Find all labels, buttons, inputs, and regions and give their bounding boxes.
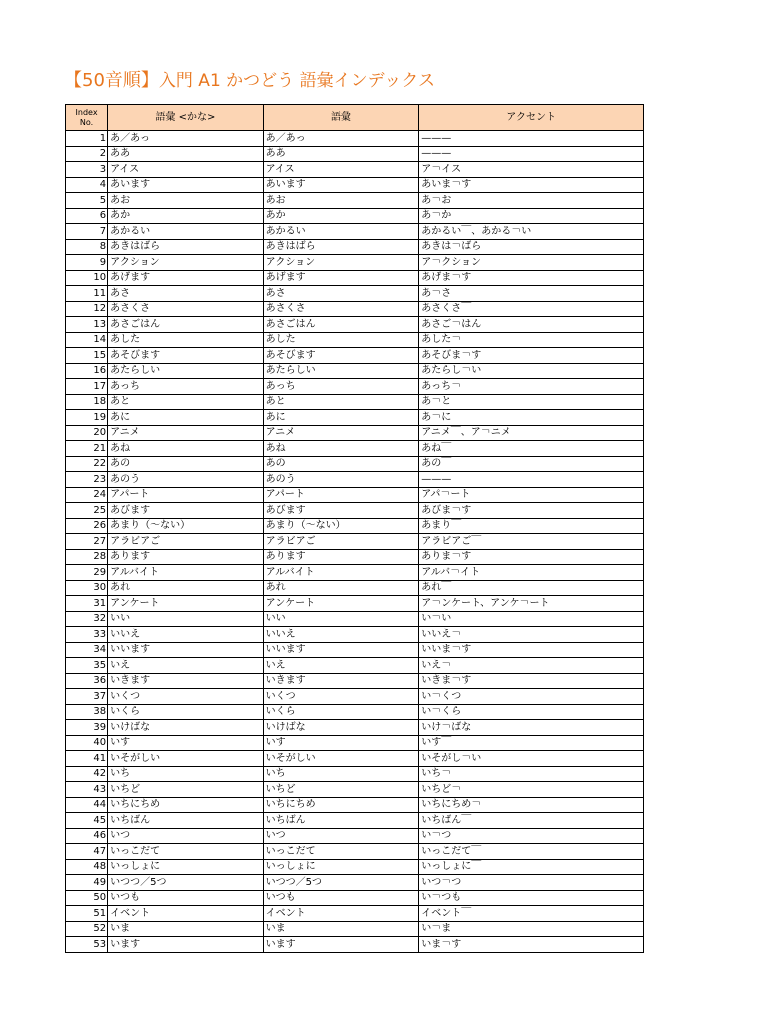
table-row bbox=[66, 518, 644, 534]
cell-index: 52 bbox=[66, 921, 108, 937]
table-row bbox=[66, 348, 644, 364]
cell-index: 1 bbox=[66, 131, 108, 147]
cell-index: 34 bbox=[66, 642, 108, 658]
cell-word: いくら bbox=[263, 704, 419, 720]
cell-accent: いきま￢す bbox=[419, 673, 644, 689]
column-header-word: 語彙 bbox=[263, 105, 419, 131]
cell-accent: いちにちめ￢ bbox=[419, 797, 644, 813]
cell-kana: あれ bbox=[108, 580, 264, 596]
cell-accent: アルバ￢イト bbox=[419, 565, 644, 581]
cell-word: いつつ／5つ bbox=[263, 875, 419, 891]
cell-word: あいます bbox=[263, 177, 419, 193]
cell-index: 22 bbox=[66, 456, 108, 472]
cell-kana: あお bbox=[108, 193, 264, 209]
table-row bbox=[66, 394, 644, 410]
cell-accent: い￢くつ bbox=[419, 689, 644, 705]
cell-word: アニメ bbox=[263, 425, 419, 441]
cell-kana: いっこだて bbox=[108, 844, 264, 860]
column-header-index bbox=[66, 105, 108, 131]
cell-kana: あした bbox=[108, 332, 264, 348]
cell-word: いちど bbox=[263, 782, 419, 798]
page-title bbox=[64, 66, 435, 92]
cell-kana: アイス bbox=[108, 162, 264, 178]
cell-accent: いえ￢ bbox=[419, 658, 644, 674]
cell-word: いつ bbox=[263, 828, 419, 844]
cell-kana: あそびます bbox=[108, 348, 264, 364]
cell-word: あさくさ bbox=[263, 301, 419, 317]
cell-word: いくつ bbox=[263, 689, 419, 705]
table-row bbox=[66, 549, 644, 565]
cell-accent: いちど￢ bbox=[419, 782, 644, 798]
cell-index: 23 bbox=[66, 472, 108, 488]
cell-word: あります bbox=[263, 549, 419, 565]
cell-word: アンケート bbox=[263, 596, 419, 612]
cell-index: 51 bbox=[66, 906, 108, 922]
cell-accent: あびま￢す bbox=[419, 503, 644, 519]
cell-accent: あきは￢ばら bbox=[419, 239, 644, 255]
cell-index: 32 bbox=[66, 611, 108, 627]
cell-kana: いいます bbox=[108, 642, 264, 658]
cell-accent: イベント￣ bbox=[419, 906, 644, 922]
cell-word: いす bbox=[263, 735, 419, 751]
cell-index: 18 bbox=[66, 394, 108, 410]
cell-index: 7 bbox=[66, 224, 108, 240]
cell-index: 19 bbox=[66, 410, 108, 426]
cell-word: アパート bbox=[263, 487, 419, 503]
table-row bbox=[66, 596, 644, 612]
cell-kana: いいえ bbox=[108, 627, 264, 643]
cell-word: いけばな bbox=[263, 720, 419, 736]
cell-accent: あ￢お bbox=[419, 193, 644, 209]
cell-word: いきます bbox=[263, 673, 419, 689]
cell-index: 44 bbox=[66, 797, 108, 813]
cell-word: あね bbox=[263, 441, 419, 457]
cell-kana: あね bbox=[108, 441, 264, 457]
cell-kana: います bbox=[108, 937, 264, 953]
cell-kana: あと bbox=[108, 394, 264, 410]
cell-word: あか bbox=[263, 208, 419, 224]
cell-kana: あの bbox=[108, 456, 264, 472]
cell-word: イベント bbox=[263, 906, 419, 922]
cell-index: 3 bbox=[66, 162, 108, 178]
cell-kana: いちばん bbox=[108, 813, 264, 829]
cell-kana: いちにちめ bbox=[108, 797, 264, 813]
cell-index: 39 bbox=[66, 720, 108, 736]
table-row bbox=[66, 177, 644, 193]
cell-kana: あかるい bbox=[108, 224, 264, 240]
table-row bbox=[66, 239, 644, 255]
table-row bbox=[66, 673, 644, 689]
cell-kana: いえ bbox=[108, 658, 264, 674]
cell-accent: あげま￢す bbox=[419, 270, 644, 286]
table-row bbox=[66, 224, 644, 240]
cell-word: あのう bbox=[263, 472, 419, 488]
cell-index: 21 bbox=[66, 441, 108, 457]
cell-kana: あさごはん bbox=[108, 317, 264, 333]
cell-accent: いいえ￢ bbox=[419, 627, 644, 643]
table-row bbox=[66, 642, 644, 658]
cell-accent: あね￣ bbox=[419, 441, 644, 457]
cell-kana: あります bbox=[108, 549, 264, 565]
table-row bbox=[66, 286, 644, 302]
table-row bbox=[66, 937, 644, 953]
cell-word: いま bbox=[263, 921, 419, 937]
cell-accent: い￢い bbox=[419, 611, 644, 627]
cell-word: アルバイト bbox=[263, 565, 419, 581]
cell-index: 5 bbox=[66, 193, 108, 209]
cell-kana: あたらしい bbox=[108, 363, 264, 379]
cell-word: あさ bbox=[263, 286, 419, 302]
cell-accent: あたらし￢い bbox=[419, 363, 644, 379]
cell-accent: あかるい￣、あかる￢い bbox=[419, 224, 644, 240]
cell-word: います bbox=[263, 937, 419, 953]
cell-kana: あいます bbox=[108, 177, 264, 193]
cell-kana: あっち bbox=[108, 379, 264, 395]
cell-index: 13 bbox=[66, 317, 108, 333]
cell-index: 4 bbox=[66, 177, 108, 193]
table-row bbox=[66, 472, 644, 488]
table-row bbox=[66, 146, 644, 162]
cell-accent: あ￢か bbox=[419, 208, 644, 224]
cell-accent: あいま￢す bbox=[419, 177, 644, 193]
cell-word: あれ bbox=[263, 580, 419, 596]
table-row bbox=[66, 766, 644, 782]
cell-kana: いそがしい bbox=[108, 751, 264, 767]
cell-accent: あっち￢ bbox=[419, 379, 644, 395]
cell-word: あげます bbox=[263, 270, 419, 286]
cell-word: あお bbox=[263, 193, 419, 209]
table-row bbox=[66, 301, 644, 317]
cell-kana: あきはばら bbox=[108, 239, 264, 255]
cell-accent: いそがし￢い bbox=[419, 751, 644, 767]
cell-kana: あに bbox=[108, 410, 264, 426]
table-row bbox=[66, 704, 644, 720]
cell-accent: ありま￢す bbox=[419, 549, 644, 565]
table-row bbox=[66, 751, 644, 767]
table-row bbox=[66, 208, 644, 224]
cell-index: 50 bbox=[66, 890, 108, 906]
cell-kana: いつも bbox=[108, 890, 264, 906]
cell-word: いいえ bbox=[263, 627, 419, 643]
cell-kana: いくつ bbox=[108, 689, 264, 705]
table-row bbox=[66, 534, 644, 550]
cell-word: いえ bbox=[263, 658, 419, 674]
cell-accent: あした￢ bbox=[419, 332, 644, 348]
cell-index: 42 bbox=[66, 766, 108, 782]
cell-kana: いち bbox=[108, 766, 264, 782]
table-body bbox=[66, 131, 644, 953]
cell-word: いいます bbox=[263, 642, 419, 658]
cell-accent: いけ￢ばな bbox=[419, 720, 644, 736]
cell-accent: あ￢さ bbox=[419, 286, 644, 302]
table-row bbox=[66, 921, 644, 937]
vocabulary-table bbox=[65, 104, 644, 953]
table-row bbox=[66, 658, 644, 674]
cell-accent: あさご￢はん bbox=[419, 317, 644, 333]
cell-index: 47 bbox=[66, 844, 108, 860]
cell-accent: いす￣ bbox=[419, 735, 644, 751]
table-row bbox=[66, 441, 644, 457]
cell-accent: あ￢に bbox=[419, 410, 644, 426]
cell-word: あたらしい bbox=[263, 363, 419, 379]
cell-index: 37 bbox=[66, 689, 108, 705]
cell-index: 6 bbox=[66, 208, 108, 224]
cell-word: あまり（～ない） bbox=[263, 518, 419, 534]
cell-accent: アパ￢ート bbox=[419, 487, 644, 503]
cell-index: 12 bbox=[66, 301, 108, 317]
cell-index: 8 bbox=[66, 239, 108, 255]
cell-kana: いっしょに bbox=[108, 859, 264, 875]
cell-kana: いけばな bbox=[108, 720, 264, 736]
cell-kana: あか bbox=[108, 208, 264, 224]
table-row bbox=[66, 859, 644, 875]
cell-word: ああ bbox=[263, 146, 419, 162]
table-row bbox=[66, 332, 644, 348]
cell-accent: ——— bbox=[419, 472, 644, 488]
cell-accent: アラビアご￣ bbox=[419, 534, 644, 550]
cell-accent: あそびま￢す bbox=[419, 348, 644, 364]
cell-index: 24 bbox=[66, 487, 108, 503]
cell-word: いっこだて bbox=[263, 844, 419, 860]
cell-word: あさごはん bbox=[263, 317, 419, 333]
cell-index: 27 bbox=[66, 534, 108, 550]
cell-index: 15 bbox=[66, 348, 108, 364]
cell-word: あかるい bbox=[263, 224, 419, 240]
cell-index: 53 bbox=[66, 937, 108, 953]
cell-kana: いす bbox=[108, 735, 264, 751]
cell-word: あびます bbox=[263, 503, 419, 519]
cell-kana: アルバイト bbox=[108, 565, 264, 581]
title-sort-label: 【50音順】 bbox=[64, 70, 159, 91]
cell-accent: あまり￣ bbox=[419, 518, 644, 534]
cell-index: 45 bbox=[66, 813, 108, 829]
cell-index: 38 bbox=[66, 704, 108, 720]
cell-word: いい bbox=[263, 611, 419, 627]
cell-word: アクション bbox=[263, 255, 419, 271]
cell-kana: アニメ bbox=[108, 425, 264, 441]
cell-word: あした bbox=[263, 332, 419, 348]
cell-kana: あさ bbox=[108, 286, 264, 302]
cell-index: 9 bbox=[66, 255, 108, 271]
cell-accent: ——— bbox=[419, 146, 644, 162]
title-text: 入門 A1 かつどう 語彙インデックス bbox=[158, 71, 436, 91]
cell-index: 26 bbox=[66, 518, 108, 534]
cell-accent: ア￢クション bbox=[419, 255, 644, 271]
table-row bbox=[66, 906, 644, 922]
cell-kana: あびます bbox=[108, 503, 264, 519]
index-header-line1: Index bbox=[75, 107, 98, 117]
table-row bbox=[66, 270, 644, 286]
cell-index: 48 bbox=[66, 859, 108, 875]
table-row bbox=[66, 735, 644, 751]
table-row bbox=[66, 363, 644, 379]
cell-accent: いいま￢す bbox=[419, 642, 644, 658]
cell-kana: いつ bbox=[108, 828, 264, 844]
cell-index: 49 bbox=[66, 875, 108, 891]
cell-index: 20 bbox=[66, 425, 108, 441]
cell-index: 16 bbox=[66, 363, 108, 379]
table-row bbox=[66, 720, 644, 736]
cell-kana: あまり（～ない） bbox=[108, 518, 264, 534]
cell-accent: い￢つも bbox=[419, 890, 644, 906]
cell-accent: い￢ま bbox=[419, 921, 644, 937]
cell-index: 28 bbox=[66, 549, 108, 565]
cell-kana: アラビアご bbox=[108, 534, 264, 550]
cell-index: 2 bbox=[66, 146, 108, 162]
table-row bbox=[66, 627, 644, 643]
cell-accent: あれ￣ bbox=[419, 580, 644, 596]
table-row bbox=[66, 425, 644, 441]
table-row bbox=[66, 890, 644, 906]
cell-accent: い￢くら bbox=[419, 704, 644, 720]
table-row bbox=[66, 813, 644, 829]
cell-word: あ／あっ bbox=[263, 131, 419, 147]
cell-kana: いちど bbox=[108, 782, 264, 798]
table-row bbox=[66, 782, 644, 798]
cell-index: 10 bbox=[66, 270, 108, 286]
cell-index: 41 bbox=[66, 751, 108, 767]
cell-index: 31 bbox=[66, 596, 108, 612]
table-row bbox=[66, 828, 644, 844]
cell-accent: あ￢と bbox=[419, 394, 644, 410]
cell-word: あきはばら bbox=[263, 239, 419, 255]
cell-index: 33 bbox=[66, 627, 108, 643]
cell-index: 35 bbox=[66, 658, 108, 674]
cell-accent: いつ￢つ bbox=[419, 875, 644, 891]
table-row bbox=[66, 797, 644, 813]
cell-word: いつも bbox=[263, 890, 419, 906]
cell-word: いそがしい bbox=[263, 751, 419, 767]
cell-kana: いま bbox=[108, 921, 264, 937]
cell-index: 40 bbox=[66, 735, 108, 751]
cell-kana: あげます bbox=[108, 270, 264, 286]
cell-accent: ——— bbox=[419, 131, 644, 147]
table-row bbox=[66, 875, 644, 891]
table-row bbox=[66, 255, 644, 271]
table-row bbox=[66, 193, 644, 209]
cell-kana: アンケート bbox=[108, 596, 264, 612]
cell-kana: アパート bbox=[108, 487, 264, 503]
table-row bbox=[66, 503, 644, 519]
cell-index: 29 bbox=[66, 565, 108, 581]
cell-accent: いっこだて￣ bbox=[419, 844, 644, 860]
cell-kana: いきます bbox=[108, 673, 264, 689]
cell-word: いちにちめ bbox=[263, 797, 419, 813]
cell-accent: ア￢ンケート、アンケ￢ート bbox=[419, 596, 644, 612]
table-header-row bbox=[66, 105, 644, 131]
cell-kana: あのう bbox=[108, 472, 264, 488]
cell-kana: あさくさ bbox=[108, 301, 264, 317]
table-row bbox=[66, 487, 644, 503]
cell-accent: いちばん￣ bbox=[419, 813, 644, 829]
cell-word: あっち bbox=[263, 379, 419, 395]
cell-word: いっしょに bbox=[263, 859, 419, 875]
cell-accent: いま￢す bbox=[419, 937, 644, 953]
cell-index: 11 bbox=[66, 286, 108, 302]
cell-accent: あの￣ bbox=[419, 456, 644, 472]
table-row bbox=[66, 410, 644, 426]
cell-accent: い￢つ bbox=[419, 828, 644, 844]
cell-index: 30 bbox=[66, 580, 108, 596]
cell-accent: ア￢イス bbox=[419, 162, 644, 178]
cell-kana: いくら bbox=[108, 704, 264, 720]
cell-word: アイス bbox=[263, 162, 419, 178]
cell-kana: あ／あっ bbox=[108, 131, 264, 147]
cell-kana: いつつ／5つ bbox=[108, 875, 264, 891]
cell-index: 43 bbox=[66, 782, 108, 798]
cell-word: あと bbox=[263, 394, 419, 410]
cell-index: 14 bbox=[66, 332, 108, 348]
cell-word: あに bbox=[263, 410, 419, 426]
table-row bbox=[66, 689, 644, 705]
cell-kana: アクション bbox=[108, 255, 264, 271]
column-header-kana: 語彙 <かな> bbox=[108, 105, 264, 131]
table-row bbox=[66, 844, 644, 860]
cell-word: あそびます bbox=[263, 348, 419, 364]
cell-index: 46 bbox=[66, 828, 108, 844]
table-row bbox=[66, 456, 644, 472]
cell-word: アラビアご bbox=[263, 534, 419, 550]
table-row bbox=[66, 565, 644, 581]
table-row bbox=[66, 131, 644, 147]
table-row bbox=[66, 379, 644, 395]
table-row bbox=[66, 317, 644, 333]
cell-accent: いっしょに￣ bbox=[419, 859, 644, 875]
cell-index: 36 bbox=[66, 673, 108, 689]
column-header-accent: アクセント bbox=[419, 105, 644, 131]
cell-accent: いち￢ bbox=[419, 766, 644, 782]
index-header-line2: No. bbox=[79, 117, 94, 127]
cell-word: いちばん bbox=[263, 813, 419, 829]
cell-kana: イベント bbox=[108, 906, 264, 922]
cell-word: あの bbox=[263, 456, 419, 472]
table-row bbox=[66, 580, 644, 596]
cell-accent: あさくさ￣ bbox=[419, 301, 644, 317]
table-row bbox=[66, 162, 644, 178]
cell-word: いち bbox=[263, 766, 419, 782]
cell-index: 17 bbox=[66, 379, 108, 395]
cell-kana: いい bbox=[108, 611, 264, 627]
cell-kana: ああ bbox=[108, 146, 264, 162]
table-row bbox=[66, 611, 644, 627]
cell-accent: アニメ￣、ア￢ニメ bbox=[419, 425, 644, 441]
cell-index: 25 bbox=[66, 503, 108, 519]
